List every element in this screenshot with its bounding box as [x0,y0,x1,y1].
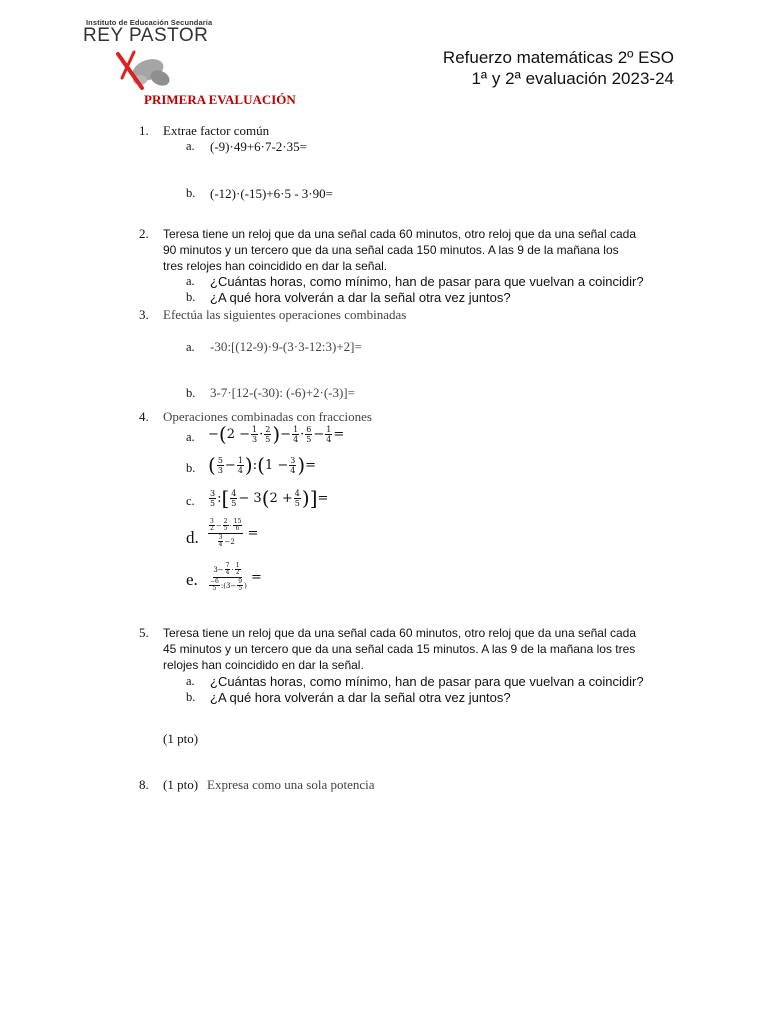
title-line-1: Refuerzo matemáticas 2º ESO [442,48,674,67]
item-letter: a. [186,340,195,354]
question-number: 1. [139,123,149,138]
points-label: (1 pto) [163,731,199,746]
item-letter: e. [186,570,198,589]
document-title [443,47,674,89]
text-line: tres relojes han coincidido en dar la señal. [163,259,388,273]
fraction-expression-d: $\frac{3}{2}$ − $\frac{2}{5}$ · $\frac{15}{6}$ $\frac{3}{4}$ −2 = [210,518,259,548]
title-line-2: 1ª y 2ª evaluación 2023-24 [471,69,674,88]
fraction-expression-b: ( $\frac{5}{3}$ − $\frac{1}{4}$ ) : ( 1 − $\frac{3}{4}$ ) = [208,453,317,477]
question-text: Efectúa las siguientes operaciones combinadas [163,307,407,322]
text-line: 45 minutos y un tercero que da una señal cada 15 minutos. A las 9 de la mañana los tres [163,642,636,656]
fraction-expression-e: 3− $\frac{7}{4}$ · $\frac{1}{2}$ $\frac{-6}{5}$ :(3− $\frac{9}{5}$ ) = [210,562,262,592]
question-number: 4. [139,409,149,424]
item-text: ¿Cuántas horas, como mínimo, han de pasar para que vuelvan a coincidir? [210,274,644,289]
question-text: Expresa como una sola potencia [207,777,375,792]
item-letter: a. [186,274,195,288]
item-letter: b. [186,690,196,704]
item-letter: a. [186,674,195,688]
question-text [163,625,683,673]
fraction-expression-c: $\frac{3}{5}$ : [ $\frac{4}{5}$ − 3 ( 2 + $\frac{4}{5}$ ) ] = [210,486,329,510]
school-name: REY PASTOR [83,25,209,46]
question-text: Extrae factor común [163,123,270,138]
expression: (-12)·(-15)+6·5 - 3·90= [210,186,333,201]
item-text: ¿Cuántas horas, como mínimo, han de pasar para que vuelvan a coincidir? [210,674,644,689]
section-heading: PRIMERA EVALUACIÓN [144,92,296,107]
text-line: Teresa tiene un reloj que da una señal cada 60 minutos, otro reloj que da una señal cada [163,227,636,241]
fraction-expression-a: − ( 2 − $\frac{1}{3}$ · $\frac{2}{5}$ ) − $\frac{1}{4}$ · $\frac{6}{5}$ − $\frac{1}{4}$ = [208,422,345,446]
question-number: 2. [139,226,149,241]
question-number: 8. [139,777,149,792]
text-line: relojes han coincidido en dar la señal. [163,658,364,672]
points-label: (1 pto) [163,777,199,792]
item-text: ¿A qué hora volverán a dar la señal otra vez juntos? [210,690,511,705]
school-logo [112,48,176,97]
item-letter: a. [186,430,195,444]
expression: 3-7·[12-(-30): (-6)+2·(-3)]= [210,385,355,400]
school-subtitle: Instituto de Educación Secundaria [86,18,213,27]
item-letter: a. [186,139,195,153]
question-text [163,226,683,274]
item-letter: d. [186,528,199,547]
item-letter: b. [186,461,196,475]
item-letter: b. [186,290,196,304]
question-number: 5. [139,625,149,640]
item-letter: b. [186,186,196,200]
text-line: 90 minutos y un tercero que da una señal cada 150 minutos. A las 9 de la mañana los [163,243,619,257]
question-text: Operaciones combinadas con fracciones [163,409,372,424]
question-number: 3. [139,307,149,322]
text-line: Teresa tiene un reloj que da una señal cada 60 minutos, otro reloj que da una señal cada [163,626,636,640]
expression: (-9)·49+6·7-2·35= [210,139,307,154]
item-letter: c. [186,494,195,508]
expression: -30:[(12-9)·9-(3·3-12:3)+2]= [210,339,362,354]
item-letter: b. [186,386,196,400]
item-text: ¿A qué hora volverán a dar la señal otra vez juntos? [210,290,511,305]
